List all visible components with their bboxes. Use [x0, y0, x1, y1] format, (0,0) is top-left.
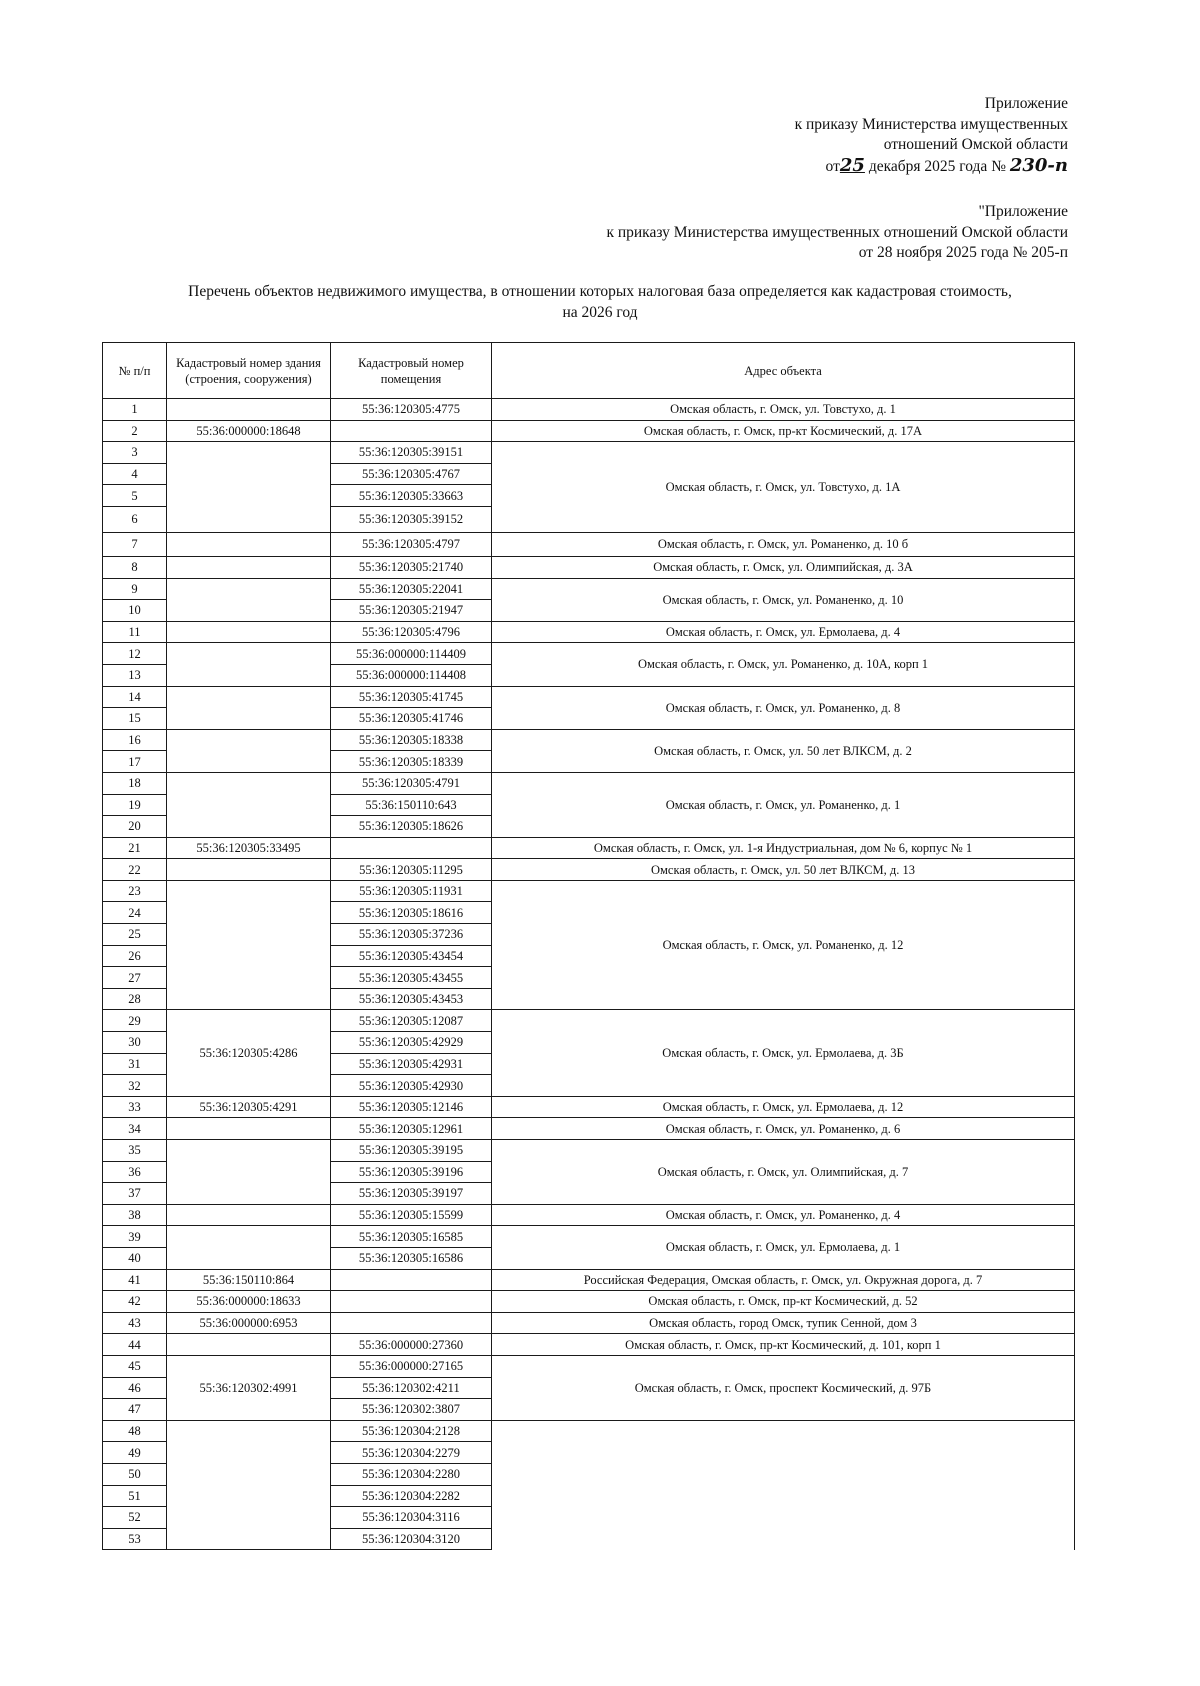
row-number: 10: [103, 600, 167, 622]
building-cell: [167, 1334, 331, 1356]
address-cell: Омская область, г. Омск, ул. Ермолаева, д. 4: [492, 621, 1075, 643]
premises-cell: 55:36:120305:18338: [331, 729, 492, 751]
premises-cell: 55:36:120305:18339: [331, 751, 492, 773]
appendix-block: [795, 94, 1068, 177]
row-number: 37: [103, 1183, 167, 1205]
table-row: [103, 729, 1075, 751]
table-row: [103, 1312, 1075, 1334]
row-number: 45: [103, 1355, 167, 1377]
row-number: 24: [103, 902, 167, 924]
premises-cell: 55:36:000000:114408: [331, 664, 492, 686]
premises-cell: 55:36:120304:2279: [331, 1442, 492, 1464]
premises-cell: 55:36:120305:39151: [331, 442, 492, 464]
premises-cell: 55:36:120305:4791: [331, 772, 492, 794]
table-row: [103, 1334, 1075, 1356]
address-cell: Омская область, г. Омск, ул. Романенко, д. 10: [492, 578, 1075, 621]
premises-cell: 55:36:120304:3120: [331, 1528, 492, 1550]
premises-cell: 55:36:120305:43453: [331, 988, 492, 1010]
building-cell: 55:36:150110:864: [167, 1269, 331, 1291]
premises-cell: 55:36:120304:2282: [331, 1485, 492, 1507]
row-number: 48: [103, 1420, 167, 1442]
building-cell: [167, 556, 331, 578]
building-cell: [167, 729, 331, 772]
table-row: [103, 532, 1075, 556]
date-text: декабря 2025 года: [868, 157, 988, 175]
premises-cell: 55:36:000000:27165: [331, 1355, 492, 1377]
row-number: 6: [103, 506, 167, 532]
address-cell: Омская область, г. Омск, ул. 50 лет ВЛКСМ, д. 2: [492, 729, 1075, 772]
premises-cell: 55:36:120305:12146: [331, 1096, 492, 1118]
table-row: [103, 643, 1075, 665]
premises-cell: 55:36:120305:18616: [331, 902, 492, 924]
row-number: 39: [103, 1226, 167, 1248]
row-number: 3: [103, 442, 167, 464]
address-cell: Омская область, г. Омск, проспект Космический, д. 97Б: [492, 1355, 1075, 1420]
date-prefix: от: [825, 157, 840, 175]
address-cell: Омская область, г. Омск, ул. Товстухо, д. 1А: [492, 442, 1075, 533]
premises-cell: 55:36:120305:16585: [331, 1226, 492, 1248]
address-cell: Омская область, г. Омск, ул. Романенко, д. 6: [492, 1118, 1075, 1140]
appendix-line1: Приложение: [984, 95, 1068, 112]
row-number: 36: [103, 1161, 167, 1183]
building-cell: 55:36:000000:18633: [167, 1291, 331, 1313]
premises-cell: 55:36:120305:16586: [331, 1247, 492, 1269]
building-cell: [167, 686, 331, 729]
building-cell: [167, 859, 331, 881]
header-premises: Кадастровый номер помещения: [331, 343, 492, 399]
table-row: [103, 1291, 1075, 1313]
premises-cell: 55:36:120305:21740: [331, 556, 492, 578]
row-number: 30: [103, 1032, 167, 1054]
row-number: 19: [103, 794, 167, 816]
premises-cell: [331, 1291, 492, 1313]
premises-cell: 55:36:120304:3116: [331, 1507, 492, 1529]
table-row: [103, 772, 1075, 794]
premises-cell: 55:36:120305:21947: [331, 600, 492, 622]
table-row: [103, 837, 1075, 859]
row-number: 1: [103, 399, 167, 421]
premises-cell: 55:36:120302:4211: [331, 1377, 492, 1399]
address-cell: Российская Федерация, Омская область, г. Омск, ул. Окружная дорога, д. 7: [492, 1269, 1075, 1291]
address-cell: Омская область, г. Омск, ул. Ермолаева, д. 12: [492, 1096, 1075, 1118]
quoted-appendix-line2: к приказу Министерства имущественных отношений Омской области: [606, 223, 1068, 241]
row-number: 11: [103, 621, 167, 643]
building-cell: [167, 578, 331, 621]
row-number: 15: [103, 708, 167, 730]
row-number: 31: [103, 1053, 167, 1075]
row-number: 14: [103, 686, 167, 708]
premises-cell: 55:36:000000:114409: [331, 643, 492, 665]
premises-cell: 55:36:120305:43455: [331, 967, 492, 989]
row-number: 38: [103, 1204, 167, 1226]
document-title: [80, 281, 1120, 323]
premises-cell: 55:36:120305:39196: [331, 1161, 492, 1183]
row-number: 49: [103, 1442, 167, 1464]
title-line2: на 2026 год: [562, 304, 638, 321]
row-number: 12: [103, 643, 167, 665]
number-prefix: №: [991, 157, 1006, 175]
table-row: [103, 1118, 1075, 1140]
premises-cell: [331, 1269, 492, 1291]
row-number: 17: [103, 751, 167, 773]
row-number: 33: [103, 1096, 167, 1118]
quoted-appendix-block: [606, 202, 1068, 264]
building-cell: 55:36:120305:4291: [167, 1096, 331, 1118]
row-number: 23: [103, 880, 167, 902]
premises-cell: 55:36:120305:4767: [331, 463, 492, 485]
premises-cell: 55:36:150110:643: [331, 794, 492, 816]
building-cell: [167, 880, 331, 1010]
table-row: [103, 1355, 1075, 1377]
address-cell: [492, 1420, 1075, 1550]
building-cell: [167, 1204, 331, 1226]
address-cell: Омская область, г. Омск, пр-кт Космический, д. 17А: [492, 420, 1075, 442]
table-row: [103, 1226, 1075, 1248]
table-row: [103, 1096, 1075, 1118]
address-cell: Омская область, г. Омск, ул. Романенко, д. 1: [492, 772, 1075, 837]
building-cell: [167, 532, 331, 556]
premises-cell: 55:36:120305:41746: [331, 708, 492, 730]
table-row: [103, 621, 1075, 643]
building-cell: [167, 1420, 331, 1550]
handwritten-day: 25: [839, 154, 865, 176]
address-cell: Омская область, г. Омск, ул. Ермолаева, д. 3Б: [492, 1010, 1075, 1096]
premises-cell: 55:36:120305:41745: [331, 686, 492, 708]
premises-cell: 55:36:120305:12087: [331, 1010, 492, 1032]
table-row: [103, 578, 1075, 600]
row-number: 28: [103, 988, 167, 1010]
row-number: 26: [103, 945, 167, 967]
row-number: 4: [103, 463, 167, 485]
row-number: 41: [103, 1269, 167, 1291]
premises-cell: 55:36:120305:11295: [331, 859, 492, 881]
row-number: 46: [103, 1377, 167, 1399]
premises-cell: 55:36:120305:33663: [331, 485, 492, 507]
premises-cell: 55:36:120305:43454: [331, 945, 492, 967]
building-cell: [167, 772, 331, 837]
address-cell: Омская область, г. Омск, ул. Товстухо, д. 1: [492, 399, 1075, 421]
building-cell: 55:36:120305:4286: [167, 1010, 331, 1096]
handwritten-number: 230-п: [1009, 154, 1068, 176]
appendix-line3: отношений Омской области: [883, 136, 1068, 153]
table-row: [103, 686, 1075, 708]
address-cell: Омская область, г. Омск, ул. 1-я Индустриальная, дом № 6, корпус № 1: [492, 837, 1075, 859]
premises-cell: 55:36:120305:15599: [331, 1204, 492, 1226]
address-cell: Омская область, г. Омск, ул. Романенко, д. 4: [492, 1204, 1075, 1226]
row-number: 47: [103, 1399, 167, 1421]
row-number: 53: [103, 1528, 167, 1550]
building-cell: [167, 399, 331, 421]
row-number: 44: [103, 1334, 167, 1356]
address-cell: Омская область, г. Омск, пр-кт Космический, д. 101, корп 1: [492, 1334, 1075, 1356]
premises-cell: 55:36:120305:18626: [331, 816, 492, 838]
premises-cell: 55:36:120305:42930: [331, 1075, 492, 1097]
premises-cell: 55:36:120305:12961: [331, 1118, 492, 1140]
building-cell: [167, 442, 331, 533]
row-number: 5: [103, 485, 167, 507]
address-cell: Омская область, г. Омск, пр-кт Космический, д. 52: [492, 1291, 1075, 1313]
row-number: 29: [103, 1010, 167, 1032]
building-cell: 55:36:120302:4991: [167, 1355, 331, 1420]
address-cell: Омская область, г. Омск, ул. Олимпийская, д. 3А: [492, 556, 1075, 578]
row-number: 21: [103, 837, 167, 859]
premises-cell: 55:36:120305:22041: [331, 578, 492, 600]
header-num: № п/п: [103, 343, 167, 399]
table-row: [103, 420, 1075, 442]
table-row: [103, 1269, 1075, 1291]
building-cell: 55:36:000000:6953: [167, 1312, 331, 1334]
quoted-appendix-line3: от 28 ноября 2025 года № 205-п: [858, 244, 1068, 261]
premises-cell: 55:36:120305:39195: [331, 1140, 492, 1162]
table-row: [103, 859, 1075, 881]
building-cell: [167, 643, 331, 686]
table-row: [103, 442, 1075, 464]
row-number: 35: [103, 1140, 167, 1162]
premises-cell: 55:36:120304:2128: [331, 1420, 492, 1442]
premises-cell: 55:36:120304:2280: [331, 1463, 492, 1485]
row-number: 18: [103, 772, 167, 794]
row-number: 8: [103, 556, 167, 578]
building-cell: [167, 621, 331, 643]
quoted-appendix-line1: "Приложение: [978, 203, 1068, 220]
row-number: 25: [103, 924, 167, 946]
row-number: 27: [103, 967, 167, 989]
building-cell: 55:36:120305:33495: [167, 837, 331, 859]
row-number: 52: [103, 1507, 167, 1529]
premises-cell: 55:36:120305:11931: [331, 880, 492, 902]
premises-cell: 55:36:120305:42931: [331, 1053, 492, 1075]
address-cell: Омская область, г. Омск, ул. 50 лет ВЛКСМ, д. 13: [492, 859, 1075, 881]
premises-cell: [331, 837, 492, 859]
premises-cell: 55:36:120305:39197: [331, 1183, 492, 1205]
premises-cell: 55:36:120305:4797: [331, 532, 492, 556]
table-header-row: [103, 343, 1075, 399]
table-row: [103, 556, 1075, 578]
building-cell: [167, 1140, 331, 1205]
header-building: Кадастровый номер здания (строения, сооружения): [167, 343, 331, 399]
row-number: 13: [103, 664, 167, 686]
table-row: [103, 1420, 1075, 1442]
row-number: 22: [103, 859, 167, 881]
address-cell: Омская область, г. Омск, ул. Ермолаева, д. 1: [492, 1226, 1075, 1269]
appendix-date-line: [795, 156, 1068, 178]
premises-cell: 55:36:000000:27360: [331, 1334, 492, 1356]
row-number: 9: [103, 578, 167, 600]
premises-cell: 55:36:120305:4796: [331, 621, 492, 643]
address-cell: Омская область, г. Омск, ул. Романенко, д. 8: [492, 686, 1075, 729]
row-number: 7: [103, 532, 167, 556]
premises-cell: 55:36:120302:3807: [331, 1399, 492, 1421]
address-cell: Омская область, г. Омск, ул. Олимпийская, д. 7: [492, 1140, 1075, 1205]
building-cell: [167, 1118, 331, 1140]
address-cell: Омская область, город Омск, тупик Сенной, дом 3: [492, 1312, 1075, 1334]
title-line1: Перечень объектов недвижимого имущества, в отношении которых налоговая база определяется как кадастровая стоимость,: [188, 283, 1012, 300]
address-cell: Омская область, г. Омск, ул. Романенко, д. 10 б: [492, 532, 1075, 556]
address-cell: Омская область, г. Омск, ул. Романенко, д. 10А, корп 1: [492, 643, 1075, 686]
table-row: [103, 1204, 1075, 1226]
table-row: [103, 1010, 1075, 1032]
premises-cell: 55:36:120305:42929: [331, 1032, 492, 1054]
row-number: 20: [103, 816, 167, 838]
table-row: [103, 399, 1075, 421]
header-address: Адрес объекта: [492, 343, 1075, 399]
premises-cell: 55:36:120305:4775: [331, 399, 492, 421]
row-number: 51: [103, 1485, 167, 1507]
row-number: 42: [103, 1291, 167, 1313]
table-row: [103, 880, 1075, 902]
premises-cell: 55:36:120305:39152: [331, 506, 492, 532]
address-cell: Омская область, г. Омск, ул. Романенко, д. 12: [492, 880, 1075, 1010]
premises-cell: [331, 1312, 492, 1334]
premises-cell: 55:36:120305:37236: [331, 924, 492, 946]
premises-cell: [331, 420, 492, 442]
appendix-line2: к приказу Министерства имущественных: [794, 115, 1068, 133]
objects-table: [102, 342, 1075, 1550]
building-cell: [167, 1226, 331, 1269]
row-number: 2: [103, 420, 167, 442]
building-cell: 55:36:000000:18648: [167, 420, 331, 442]
row-number: 32: [103, 1075, 167, 1097]
row-number: 34: [103, 1118, 167, 1140]
row-number: 16: [103, 729, 167, 751]
row-number: 43: [103, 1312, 167, 1334]
row-number: 50: [103, 1463, 167, 1485]
row-number: 40: [103, 1247, 167, 1269]
table-row: [103, 1140, 1075, 1162]
